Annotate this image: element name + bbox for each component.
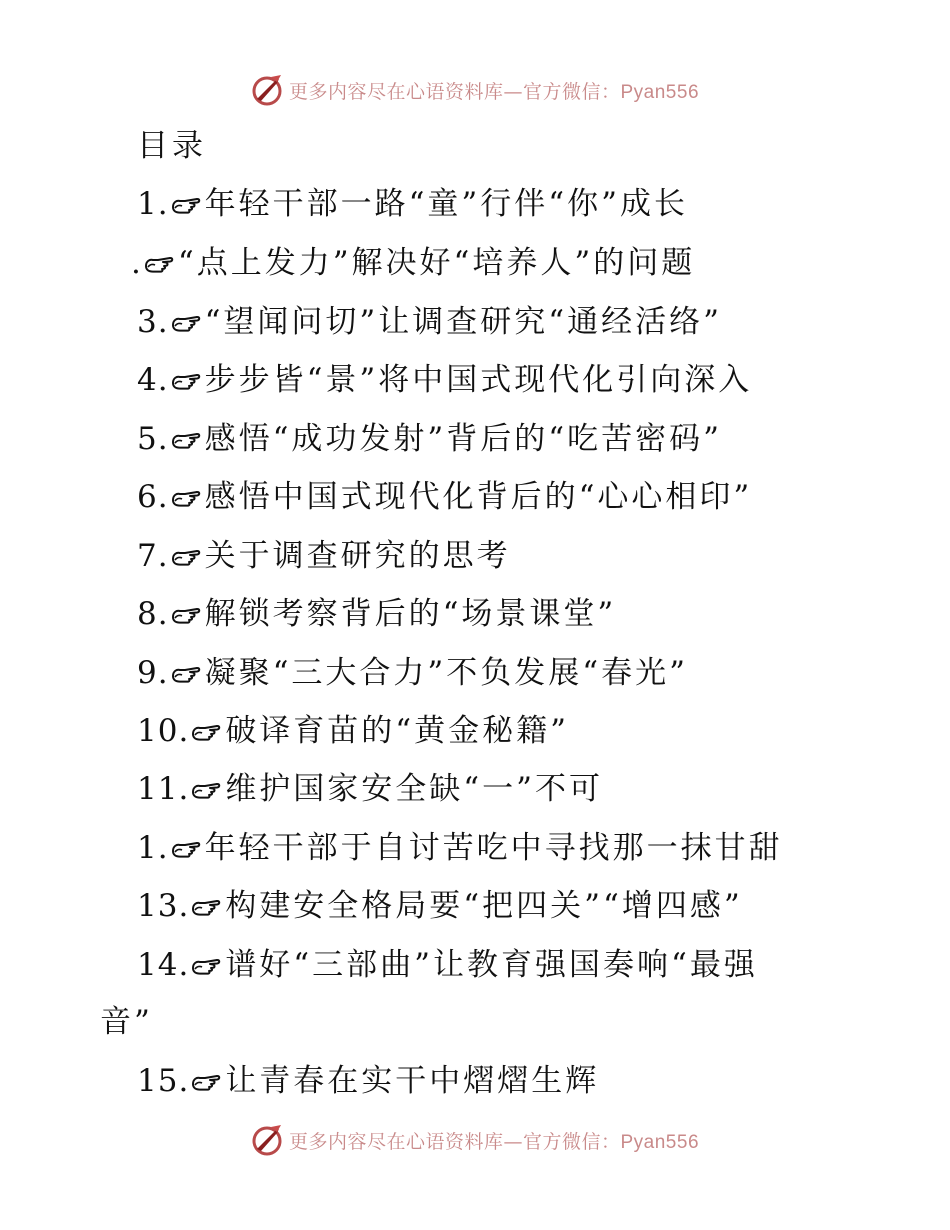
pointing-hand-icon [171,427,203,451]
toc-entry-7: 7. 关于调查研究的思考 [137,538,511,574]
toc-entry-14: 14. 谱好“三部曲”让教育强国奏响“最强 [137,947,758,983]
toc-entry-14-continuation: 音” [100,1004,153,1040]
toc-entry-10: 10. 破译育苗的“黄金秘籍” [137,713,570,749]
toc-title: 目录 [137,128,207,164]
pointing-hand-icon [144,251,176,275]
pointing-hand-icon [171,310,203,334]
footer-banner [0,1118,950,1162]
pointing-hand-icon [191,953,223,977]
brush-logo-icon [251,73,285,107]
toc-entry-15: 15. 让青春在实干中熠熠生辉 [137,1063,600,1099]
banner-text: 更多内容尽在心语资料库—官方微信：Pyan556 [288,1130,700,1153]
toc-entry-9: 9. 凝聚“三大合力”不负发展“春光” [137,655,688,691]
pointing-hand-icon [171,544,203,568]
pointing-hand-icon [191,894,223,918]
pointing-hand-icon [171,836,203,860]
header-banner [0,68,950,112]
toc-entry-5: 5. 感悟“成功发射”背后的“吃苦密码” [137,421,722,457]
toc-entry-1: 1. 年轻干部一路“童”行伴“你”成长 [137,186,688,222]
pointing-hand-icon [191,1069,223,1093]
toc-entry-13: 13. 构建安全格局要“把四关”“增四感” [137,888,743,924]
pointing-hand-icon [171,485,203,509]
toc-entry-6: 6. 感悟中国式现代化背后的“心心相印” [137,479,753,515]
pointing-hand-icon [191,777,223,801]
toc-entry-2: . “点上发力”解决好“培养人”的问题 [131,245,696,281]
toc-entry-12: 1. 年轻干部于自讨苦吃中寻找那一抹甘甜 [137,830,783,866]
pointing-hand-icon [171,192,203,216]
brush-logo-icon [251,1123,285,1157]
toc-entry-4: 4. 步步皆“景”将中国式现代化引向深入 [137,362,753,398]
toc-entry-3: 3. “望闻问切”让调查研究“通经活络” [137,304,722,340]
toc-entry-11: 11. 维护国家安全缺“一”不可 [137,771,604,807]
banner-text: 更多内容尽在心语资料库—官方微信：Pyan556 [288,80,700,103]
pointing-hand-icon [171,661,203,685]
pointing-hand-icon [191,719,223,743]
pointing-hand-icon [171,602,203,626]
toc-entry-8: 8. 解锁考察背后的“场景课堂” [137,596,617,632]
pointing-hand-icon [171,368,203,392]
